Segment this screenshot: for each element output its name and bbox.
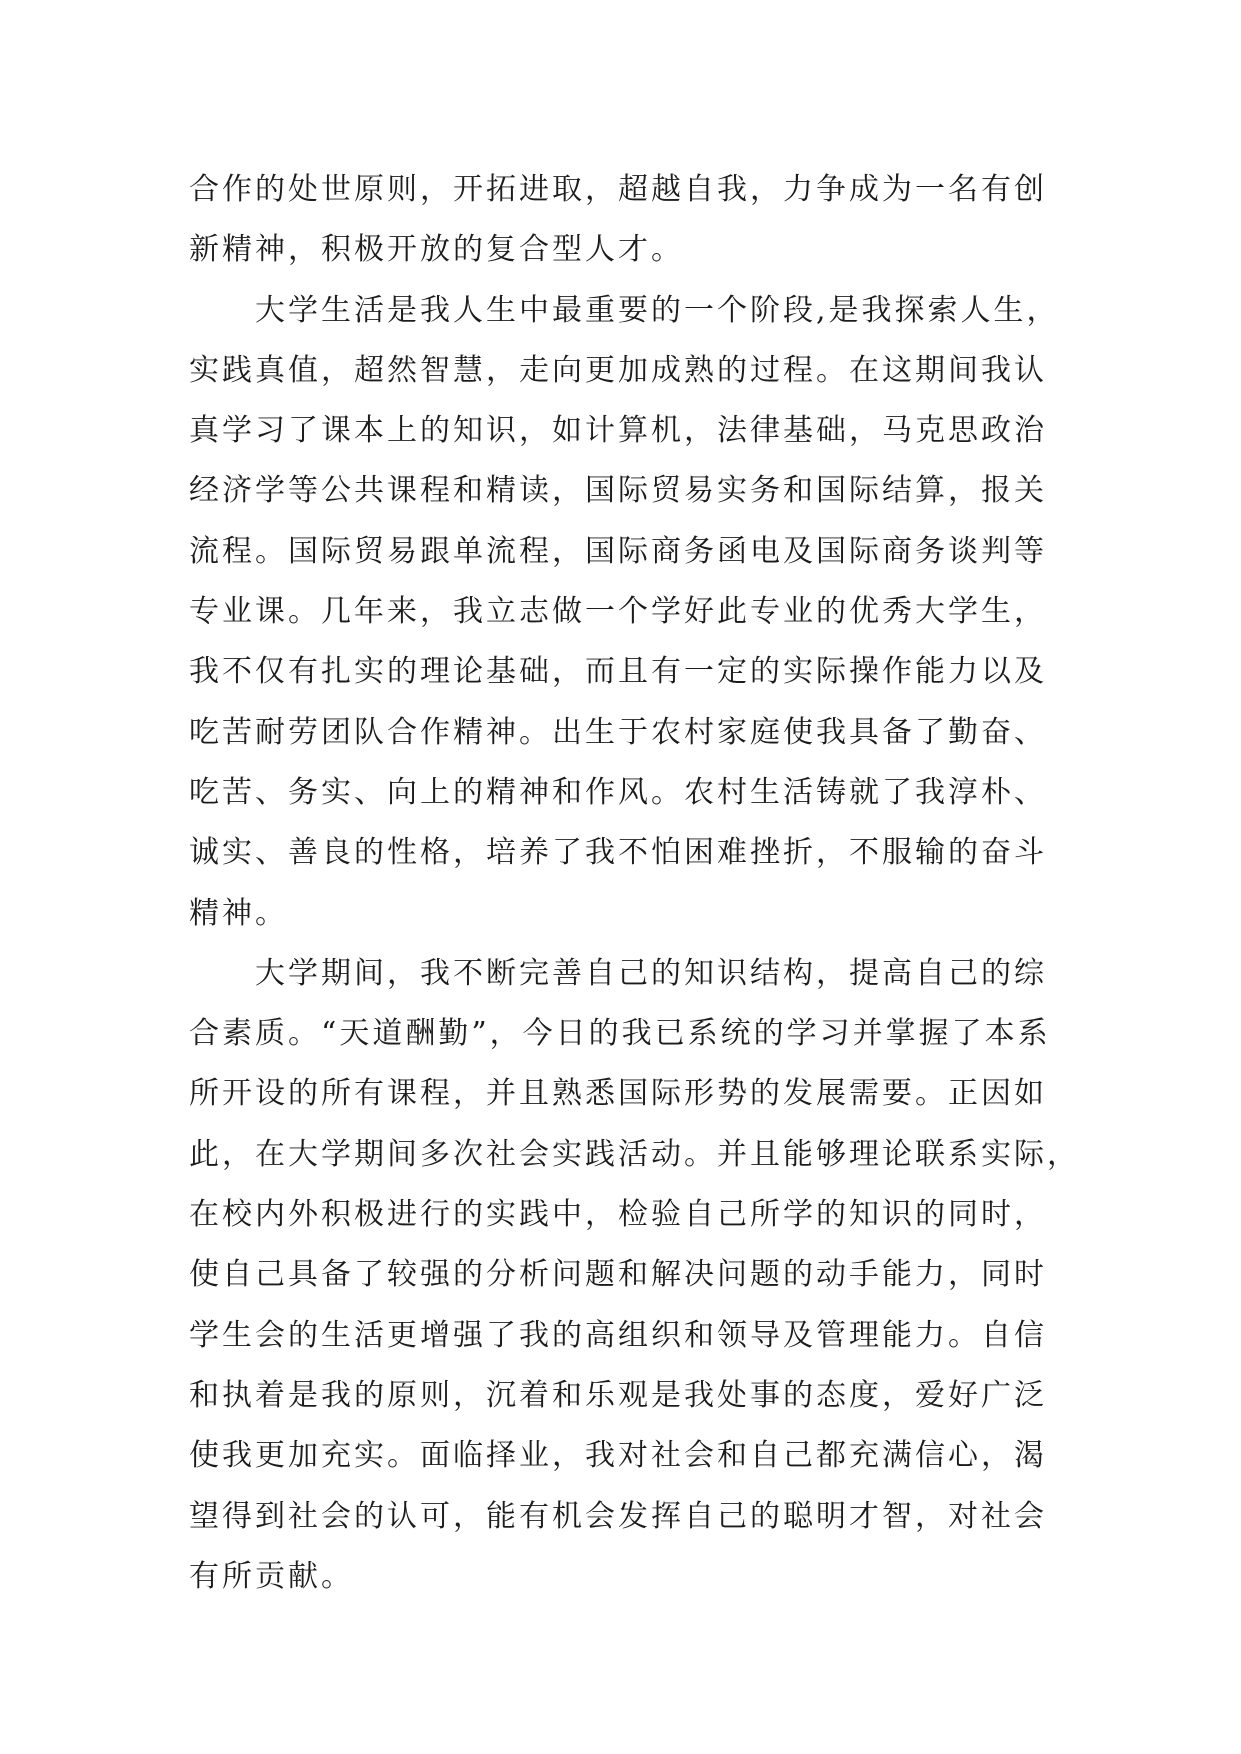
text-line: 有所贡献。 — [189, 1558, 354, 1594]
text-line: 合作的处世原则，开拓进取，超越自我，力争成为一名有创 — [189, 172, 1047, 207]
text-line: 吃苦耐劳团队合作精神。出生于农村家庭使我具备了勤奋、 — [189, 714, 1047, 750]
text-line: 吃苦、务实、向上的精神和作风。农村生活铸就了我淳朴、 — [189, 774, 1047, 810]
text-line: 此，在大学期间多次社会实践活动。并且能够理论联系实际， — [189, 1136, 1080, 1172]
text-line: 大学期间，我不断完善自己的知识结构，提高自己的综 — [255, 955, 1047, 991]
text-line: 和执着是我的原则，沉着和乐观是我处事的态度，爱好广泛 — [189, 1377, 1047, 1413]
text-line: 我不仅有扎实的理论基础，而且有一定的实际操作能力以及 — [189, 654, 1047, 690]
text-line: 使我更加充实。面临择业，我对社会和自己都充满信心，渴 — [189, 1438, 1047, 1474]
text-line: 新精神，积极开放的复合型人才。 — [189, 232, 684, 268]
text-line: 使自己具备了较强的分析问题和解决问题的动手能力，同时 — [189, 1257, 1047, 1293]
text-line: 专业课。几年来，我立志做一个学好此专业的优秀大学生， — [189, 594, 1047, 630]
text-line: 流程。国际贸易跟单流程，国际商务函电及国际商务谈判等 — [189, 533, 1047, 569]
text-line: 合素质。“天道酬勤”，今日的我已系统的学习并掌握了本系 — [189, 1016, 1051, 1052]
text-line: 所开设的所有课程，并且熟悉国际形势的发展需要。正因如 — [189, 1076, 1047, 1112]
text-line: 经济学等公共课程和精读，国际贸易实务和国际结算，报关 — [189, 473, 1047, 509]
text-line: 学生会的生活更增强了我的高组织和领导及管理能力。自信 — [189, 1317, 1047, 1353]
text-line: 在校内外积极进行的实践中，检验自己所学的知识的同时， — [189, 1197, 1047, 1233]
body-text — [189, 160, 1089, 1607]
text-line: 精神。 — [189, 895, 288, 931]
text-line: 大学生活是我人生中最重要的一个阶段,是我探索人生， — [255, 292, 1060, 328]
text-line: 诚实、善良的性格，培养了我不怕困难挫折，不服输的奋斗 — [189, 835, 1047, 871]
text-line: 实践真值，超然智慧，走向更加成熟的过程。在这期间我认 — [189, 352, 1047, 388]
text-line: 望得到社会的认可，能有机会发挥自己的聪明才智，对社会 — [189, 1498, 1047, 1534]
text-line: 真学习了课本上的知识，如计算机，法律基础，马克思政治 — [189, 413, 1047, 449]
